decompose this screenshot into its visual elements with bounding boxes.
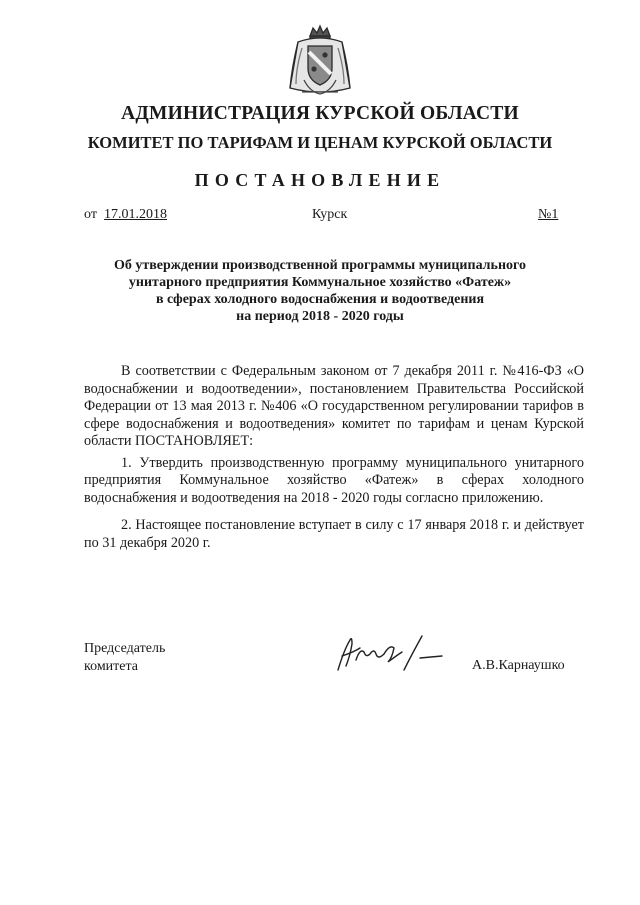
document-date: 17.01.2018	[104, 207, 167, 222]
organization-title: АДМИНИСТРАЦИЯ КУРСКОЙ ОБЛАСТИ	[121, 103, 519, 124]
body-paragraph: 2. Настоящее постановление вступает в силу с 17 января 2018 г. и действует по 31 декабря 2020 г.	[84, 517, 584, 551]
coat-of-arms-icon	[284, 22, 356, 102]
document-body	[84, 363, 584, 552]
subject-line: в сферах холодного водоснабжения и водоотведения	[155, 292, 485, 307]
subject-line: на период 2018 - 2020 годы	[236, 309, 404, 324]
body-paragraph: 1. Утвердить производственную программу муниципального унитарного предприятия Коммунальное хозяйство «Фатеж» в сферах холодного водоснабжения и водоотведения на 2018 - 2020 годы согласно приложению.	[84, 454, 584, 506]
subject-line: Об утверждении производственной программы муниципального	[113, 258, 527, 273]
document-subject	[60, 257, 580, 325]
signatory-title	[84, 640, 165, 676]
committee-title: КОМИТЕТ ПО ТАРИФАМ И ЦЕНАМ КУРСКОЙ ОБЛАСТИ	[87, 133, 553, 152]
subject-line: унитарного предприятия Коммунальное хозяйство «Фатеж»	[128, 275, 512, 290]
signatory-title-line: Председатель	[84, 641, 166, 656]
signer-name: А.В.Карнаушко	[472, 658, 565, 673]
document-number: №1	[538, 207, 559, 222]
date-label: от	[84, 207, 97, 222]
document-type: ПОСТАНОВЛЕНИЕ	[194, 170, 446, 190]
body-paragraph: В соответствии с Федеральным законом от 7 декабря 2011 г. №416-ФЗ «О водоснабжении и водоотведении», постановлением Правительства Российской Федерации от 13 мая 2013 г. №406 «О государственном регулировании тарифов в сфере водоснабжения и водоотведения» комитет по тарифам и ценам Курской области ПОСТАНОВЛЯЕТ:	[84, 363, 584, 449]
signatory-title-line: комитета	[84, 659, 139, 674]
handwritten-signature-icon	[334, 630, 444, 676]
document-city: Курск	[312, 207, 348, 222]
